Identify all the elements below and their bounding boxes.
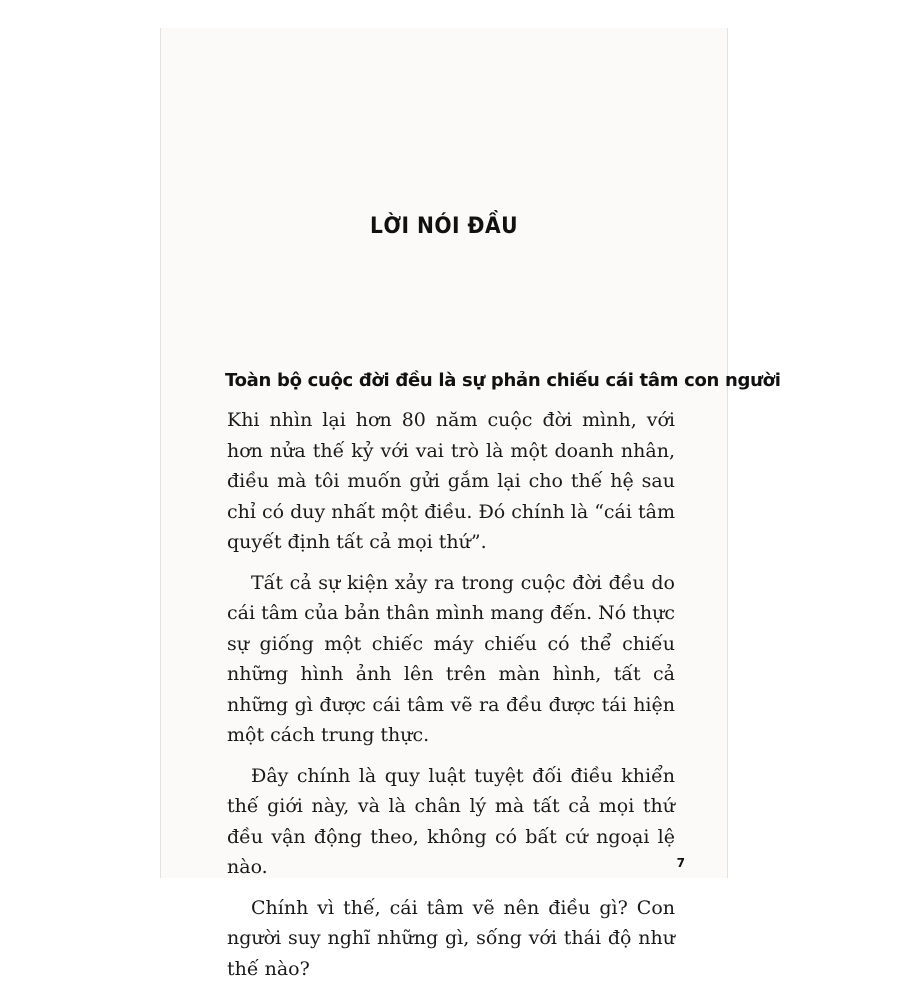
paragraph-1: Khi nhìn lại hơn 80 năm cuộc đời mình, với hơn nửa thế kỷ với vai trò là một doanh nhân, điều mà tôi muốn gửi gắm lại cho thế hệ sau chỉ có duy nhất một điều. Đó chính là “cái tâm quyết định tất cả mọi thứ”.: [227, 409, 675, 553]
section-heading: Toàn bộ cuộc đời đều là sự phản chiếu cái tâm con người: [225, 370, 781, 391]
page-number: 7: [676, 856, 685, 870]
paragraph-4: Chính vì thế, cái tâm vẽ nên điều gì? Con người suy nghĩ những gì, sống với thái độ như thế nào?: [227, 896, 675, 980]
chapter-title: LỜI NÓI ĐẦU: [369, 214, 519, 239]
paragraph-3: Đây chính là quy luật tuyệt đối điều khiển thế giới này, và là chân lý mà tất cả mọi thứ đều vận động theo, không có bất cứ ngoại lệ nào.: [227, 764, 675, 878]
paragraph-2: Tất cả sự kiện xảy ra trong cuộc đời đều do cái tâm của bản thân mình mang đến. Nó thực sự giống một chiếc máy chiếu có thể chiếu những hình ảnh lên trên màn hình, tất cả những gì được cái tâm vẽ ra đều được tái hiện một cách trung thực.: [227, 571, 676, 746]
book-page: [160, 28, 781, 980]
body-text: [227, 405, 675, 994]
